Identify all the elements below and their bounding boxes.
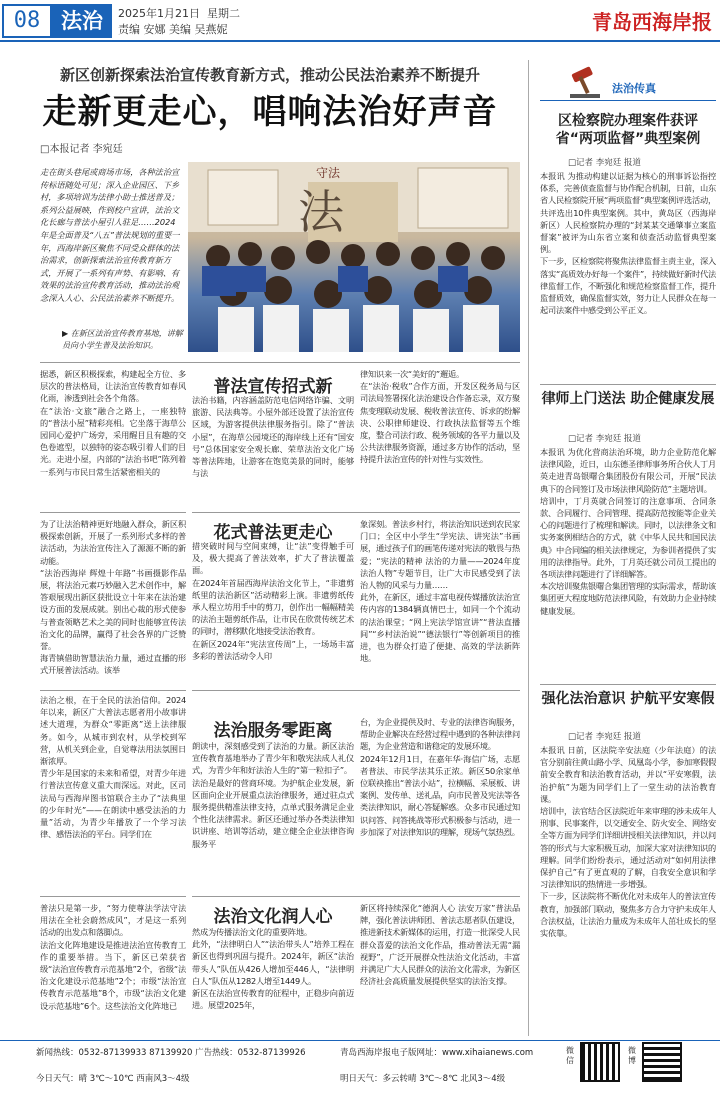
sidebar-c-byline: □记者 李宛廷 报道: [568, 732, 641, 742]
col1-divider-2: [40, 690, 186, 691]
photo-caption: ▶ 在新区法治宣传教育基地，讲解员向小学生普及法治知识。: [62, 329, 183, 350]
lead-intro: 走在街头巷尾或商场市场，各种法治宣传标语随处可见；深入企业园区、下乡村，多项培训为法律小助士推送普及；系列公益展映，作到校户宣讲，法治文化长廊与普法小屋引人驻足……2024年是全面普及“八五”普法规划的重要一年，西海岸新区聚焦不同受众群体的法治需求，创新探索法治宣传教育新方式，开展了一系列有声势、有影响、有效果的法治宣传教育活动，推动法治观念深入人心、公民法治素养不断提升。: [40, 167, 180, 303]
footer-weather-today: 今日天气：晴 3℃～10℃ 西南风3～4级: [36, 1074, 190, 1084]
section-b-divider: [192, 690, 520, 691]
date: 2025年1月21日: [118, 7, 200, 20]
lead-photo: [188, 162, 520, 352]
section-a-text: 法治书籍，内容涵盖防范电信网络诈骗、文明旅游、民法典等。小屋外部还设置了法治宣传区域，为游客提供法律服务指引。除了“普法小屋”，在海草公园境还的海岸线上还有“国安号”总体国家安全观长廊、荣草法治文化广场等普法阵地，让游客在饱览美景的同时，能够与法: [192, 395, 354, 479]
wechat-qr-icon: [580, 1042, 620, 1082]
photo-banner-text: 守法: [316, 166, 341, 180]
editor-line: 责编 安娜 美编 吴燕妮: [118, 23, 228, 36]
sidebar-column-label: 法治传真: [612, 82, 656, 95]
col1-block1: 据悉，新区积极探索，构建起全方位、多层次的普法格局，让法治宣传教育如春风化雨，渗透到社会各个角落。 在“法治·文旅”融合之路上，一座独特的“普法小屋”精彩亮相。它坐落于海草公园同心爱护广场旁，采用醒目且有趣的交色卷遮型，以独特的姿态吸引着人们的目光。走进小屋，内部的“法治书吧”陈列着一系列与市民日常生活紧密相关的: [40, 369, 186, 477]
header-rule: [0, 40, 720, 42]
section-a-right: 律知识来一次“美好的”邂逅。 在“法治·税收”合作方面，开发区税务局与区司法局签署探化法治建设合作备忘录，双方聚焦变理联动发展、税收普法宣传、诉求的纷解决、公职律师建设、行政执法监督等五个维度，整合司法行政、税务领域的各平力量以及公共法律服务资源，通过多方协作的活动，坚持提升法治宣传的针对性与实效性。: [360, 369, 520, 465]
sidebar-separator: [528, 60, 529, 1036]
sidebar-a-title: 区检察院办理案件获评省“两项监督”典型案例: [555, 113, 701, 147]
issue-date: [118, 5, 240, 21]
sidebar-c-title: 强化法治意识 护航平安寒假: [541, 691, 715, 707]
col1-block3: 法治之根，在于全民的法治信仰。2024年以来，新区广大普法志愿者用小故事讲述大道理，为群众“零距离”送上法律服务。如今，从城市到农村，从学校到军营，从机关到企业，自觉尊法用法氛围日渐浓厚。 青少年是国家的未来和希望，对青少年进行普法宣传意义重大而深远。对此，区司法局与西海岸图书馆联合主办了“法典里的少年时光”——在朗读中感受法治的力量”活动，为青少年播放了一个学习法律、感悟法治的平台。同学们在: [40, 695, 186, 840]
footer-rule: [0, 1040, 720, 1041]
lead-headline: 走新更走心，唱响法治好声音: [42, 92, 498, 132]
section-d-title: 法治文化润人心: [213, 907, 333, 927]
sidebar-b-title: 律师上门送法 助企健康发展: [541, 391, 715, 407]
footer-hotline: 新闻热线：0532-87139933 87139920 广告热线：0532-87139926: [36, 1048, 306, 1058]
section-c-title: 法治服务零距离: [213, 721, 333, 741]
section-b-text: 措突破时间与空间束缚，让“法”变得触手可及，极大提高了普法效率，扩大了普法覆盖面。 在2024年首届西海岸法治文化节上，“非遗剪纸里的法治新区”活动精彩上演。非遗剪纸传承人程立坊用手中的剪刀，创作出一幅幅精美的法治主题剪纸作品，让市民在欣赏传统艺术的同时，潜移默化地接受法治教育。 在新区2024年“宪法宣传周”上，一场场丰富多彩的普法活动令人印: [192, 541, 354, 661]
section-d-text: 然成为传播法治文化的重要阵地。 此外，“法律明白人”“法治带头人”培养工程在新区也得到巩固与提升。2024年，新区“法治带头人”队伍从426人增加至446人，“法律明白人”队伍从1282人增至1449人。 新区在法治宣传教育的征程中，正稳步向前迈进。展望2025年，: [192, 927, 354, 1011]
section-c-text: 朗读中，深刻感受到了法治的力量。新区法治宣传教育基地举办了青少年和敬宪法成人礼仪式，为青少年和好法治人生的“第一粒扣子”。 法治是最好的营商环境。为护航企业发展，新区面向企业开展重点法治律服务，通过驻点式服务提供精准法律支持，点单式服务满足企业个性化法律需求。新区还通过举办各类法律知识讲座、培训等活动，建立健全企业法律咨询服务平: [192, 741, 354, 849]
sidebar-divider-2: [540, 684, 716, 685]
lead-divider: [40, 362, 520, 363]
col1-divider-3: [40, 896, 186, 897]
section-a-title: 普法宣传招式新: [213, 377, 333, 397]
weibo-label: 微博: [628, 1046, 636, 1065]
col1-block4: 普法只是第一步，“努力使尊法学法守法用法在全社会蔚然成风”，才是这一系列活动的出发点和落脚点。 法治文化阵地建设是推进法治宣传教育工作的重要举措。当下，新区已荣获省级“法治宣传教育示范基地”2个，省级“法治文化建设示范基地”2个；市级“法治宣传教育示范基地”8个，市级“法治文化建设示范基地”6个。这些法治文化阵地已: [40, 903, 186, 1011]
footer-publisher: 青岛西海岸报电子版网址：www.xihaianews.com: [340, 1048, 534, 1058]
sidebar-c-text: 本报讯 日前，区法院辛安法庭（少年法庭）的法官分别前往黄山路小学、凤凰岛小学，参加寒假假前安全教育和法治教育活动，并以“平安寒假，法治护航”为题为同学们上了一堂生动的法治教育课。 培训中，法官结合区法院近年来审理的涉未成年人刑事、民事案件，以交通安全、防火安全、网络安全等方面为同学们详细讲授相关法律知识，并以问答的形式与大家积极互动，加深大家对法律知识的理解。同学们纷纷表示，通过活动对“如何用法律保护自己”有了更直观的了解，自我安全意识和学习法律知识的热情进一步增强。 下一步，区法院将不断优化对未成年人的普法宣传教育，加强部门联动，聚焦多方合力守护未成年人合法权益，让法治力量成为未成年人茁壮成长的坚实依靠。: [540, 745, 716, 939]
sidebar-b-byline: □记者 李宛廷 报道: [568, 434, 641, 444]
weibo-qr-icon: [642, 1042, 682, 1082]
col1-divider-1: [40, 512, 186, 513]
sidebar-a-byline: □记者 李宛廷 报道: [568, 158, 641, 168]
sidebar-rule: [540, 100, 716, 101]
weekday: 星期二: [207, 7, 240, 20]
section-label: 法治: [52, 4, 112, 38]
lead-subhead: 新区创新探索法治宣传教育新方式，推动公民法治素养不断提升: [59, 66, 480, 84]
section-c-right: 台，为企业提供及时、专业的法律咨询服务，帮助企业解决在经营过程中遇到的各种法律问题，为企业营造和谐稳定的发展环境。 2024年12月1日，在嘉年华·海信广场，志愿者普法、市民学法其乐正浓。新区50余家单位联袂推出“普法小站”，拉横幅、采展板、讲案例、发传单、送礼品，向市民普及宪法等各类法律知识，耐心答疑解惑。众多市民通过知识问答、问答挑战等形式积极参与活动，进一步加深了对法律知识的理解，现场气氛热烈。: [360, 717, 520, 837]
wechat-label: 微信: [566, 1046, 574, 1065]
section-c-divider: [192, 896, 520, 897]
section-d-right: 新区将持续深化“德润人心 法安万家”普法品牌，强化普法讲师团、普法志愿者队伍建设，推进新技术新媒体的运用，打造一批深受人民群众喜爱的法治文化作品，推动普法无需“漏视野”，广泛开展群众性法治文化活动，丰富并满足广大人民群众的法治文化需求，为新区经济社会高质量发展提供坚实的法治支撑。: [360, 903, 520, 987]
sidebar-divider-1: [540, 384, 716, 385]
sidebar-b-text: 本报讯 为优化营商法治环境，助力企业防范化解法律风险，近日，山东德圣律师事务所合伙人丁月英走进青岛银曙合集团股份有限公司，开展“民法典下的合同签订及市场法律风险防范”主题培训。 培训中，丁月英就合同签订的注意事项、合同条款、合同履行、合同管理、提高防范按能等企业关心的问题进行了梳理和解读。同时，以法律条文和实务案例相结合的方式，就《中华人民共和国民法典》中合同编的相关法律规定，为参训者提供了实用的法律指导。此外，丁月英还就公司员工提出的各项法律问题进行了详细解答。 本次培训聚焦银曙合集团管理的实际需求，帮助该集团更大程度地防范法律风险，有效助力企业持续健康发展。: [540, 447, 716, 616]
page-number: 08: [2, 4, 52, 38]
sidebar-a-text: 本报讯 为推动构建以证据为核心的刑事诉讼指控体系，完善侦查监督与协作配合机制，日前，山东省人民检察院开展“两项监督”典型案例评选活动，共评选出10件典型案例。其中，黄岛区（西海岸新区）人民检察院办理的“封某某交通肇事立案监督案”被评为山东省立案和侦查活动监督典型案例。 下一步，区检察院将聚焦法律监督主责主业，深入落实“高质效办好每一个案件”，持续做好新时代法律监督工作，不断强化和规范检察监督工作，提升监督质效，确保监督实效，努力让人民群众在每一起司法案件中感受到公平正义。: [540, 171, 716, 316]
photo-wall-character: 法: [298, 185, 344, 239]
section-b-right: 象深刻。普法乡村行，将法治知识送到农民家门口；全区中小学生“学宪法、讲宪法”书画展，通过孩子们的画笔传递对宪法的敬畏与热爱；“宪法的精神 法治的力量——2024年度法治人物”专题节目，让广大市民感受到了法治人物的风采与力量…… 此外，在新区，通过丰富电视传媒播放法治宣传内容的1384辆真情巴士，如同一个个流动的法治课堂；“网上宪法学馆宣讲”“普法直播间”“乡村法治说”“德法银行”等创新项目的推进，也为群众打造了便捷、高效的学法新阵地。: [360, 519, 520, 664]
classroom-photo-illustration: [188, 162, 520, 352]
newspaper-brand: 青岛西海岸报: [592, 10, 712, 34]
footer-weather-tomorrow: 明日天气：多云转晴 3℃～8℃ 北风3～4级: [340, 1074, 506, 1084]
gavel-icon: [566, 66, 606, 100]
col1-block2: 为了让法治精神更好地融入群众，新区积极探索创新，开展了一系列形式多样的普法活动，为法治宣传注入了源源不断的新动能。 “法治西海岸 辉煌十年路”书画摄影作品展，将法治元素巧妙融入艺术创作中，解答艰展现出新区获批设立十年来在法治建设方面的发展成就。别出心裁的形式使参与普查领略艺术之美的同时也能够宣传法治文化的品牌，赢得了社会各界的广泛赞誉。 海青镇借助智慧法治力量，通过直播的形式开展普法活动。该举: [40, 519, 186, 676]
lead-byline: □本报记者 李宛廷: [40, 144, 123, 155]
section-a-divider: [192, 512, 520, 513]
section-b-title: 花式普法更走心: [213, 523, 333, 543]
